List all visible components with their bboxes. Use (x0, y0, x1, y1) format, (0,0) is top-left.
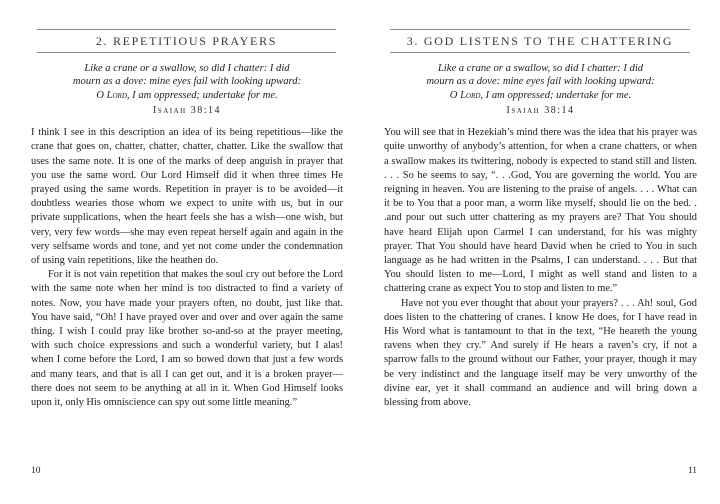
epigraph-lord-smallcaps: Lord (460, 89, 481, 101)
epigraph-line-3 (31, 89, 343, 102)
epigraph-line-2: mourn as a dove: mine eyes fail with looking upward: (72, 76, 302, 88)
epigraph-line-3-post: , I am oppressed; undertake for me. (126, 89, 278, 101)
left-chapter-title: 2. REPETITIOUS PRAYERS (95, 34, 278, 48)
left-body-text (31, 126, 343, 410)
left-chapter-head (37, 29, 336, 53)
left-page (31, 0, 343, 504)
left-epigraph-citation: Isaiah 38:14 (153, 104, 221, 116)
right-chapter-title: 3. GOD LISTENS TO THE CHATTERING (406, 34, 674, 48)
right-epigraph-citation: Isaiah 38:14 (506, 104, 575, 116)
left-paragraph-1: I think I see in this description an idea of its being repetitious—like the crane that goes on, chatter, chatter, chatter, chatter. Like the swallow that uses the same note. It is one of the marks of deep anguish in prayer that you use the same word. Our Lord Himself did it when three times He prayed using the same words. Repetition in prayer is to be avoided—it doubtless wearies those whom we expect to unite with us, but in our private supplications, when the heart feels she has a wish—one wish, but very, very few words—she may even repeat herself again and again in the very selfsame words and tone, and yet not come under the condemnation of using vain repetitions, like the heathen do. (31, 127, 343, 267)
left-epigraph (31, 62, 343, 117)
left-paragraph-2: For it is not vain repetition that makes the soul cry out before the Lord with the same note when her mind is too distracted to find a variety of notes. Now, you have made your prayers often, no doubt, just like that. You have said, “Oh! I have prayed over and over and over again the same thing. I wish I could pray like brother so-and-so at the prayer meeting, with such choice expressions and such a wonderful variety, but I alas! when I come before the Lord, I am so bowed down that just a few words and many tears, and that is all I can get out, and it is a broken prayer—there does not seem to be anything at all in it. When God Himself looks upon it, only His omniscience can spy out some little meaning.” (31, 269, 343, 409)
epigraph-line-2: mourn as a dove: mine eyes fail with looking upward: (426, 76, 655, 88)
right-page (384, 0, 697, 504)
epigraph-line-3 (384, 89, 697, 102)
epigraph-line-3-post: , I am oppressed; undertake for me. (480, 89, 632, 101)
right-paragraph-1: You will see that in Hezekiah’s mind there was the idea that his prayer was quite unworthy of anybody’s attention, for when a crane chatters, or when a swallow makes its twittering, nobody is expected to stand still and listen. . . . So he seems to say, “. . .God, You are governing the world. You are reigning in heaven. You are listening to the praise of angels. . . . What can it be to You that a poor man, a worm like myself, should lie on the bed. . .and pour out such utter chattering as my prayers are? That You should have heard Elijah upon Carmel I can understand, for his was mighty prayer. That You should have heard David when he cried to You in such language as he had written in the Psalms, I can understand. . . . But that You should listen to me—Lord, I might as well stand and listen to a chattering crane as expect You to stop and listen to me.” (384, 127, 697, 295)
epigraph-line-1: Like a crane or a swallow, so did I chatter: I did (84, 63, 290, 74)
epigraph-lord-smallcaps: Lord (106, 89, 127, 101)
epigraph-line-3-pre: O (449, 89, 461, 101)
left-page-number: 10 (31, 466, 41, 476)
right-page-number: 11 (687, 466, 697, 476)
epigraph-line-1: Like a crane or a swallow, so did I chatter: I did (437, 63, 644, 74)
right-body-text (384, 126, 697, 410)
epigraph-line-3-pre: O (96, 89, 107, 101)
right-chapter-head (390, 29, 690, 53)
right-epigraph (384, 62, 697, 117)
right-paragraph-2: Have not you ever thought that about your prayers? . . . Ah! soul, God does listen to the chattering of cranes. I know He does, for I have read in His Word what is tantamount to that in the text, “He heareth the young ravens when they cry.” And surely if He hears a raven’s cry, if not a sparrow falls to the ground without our Father, your prayer, though it may be very indistinct and the language itself may be very unworthy of the divine ear, yet it shall command an audience and will bring down a blessing from above. (384, 297, 697, 409)
